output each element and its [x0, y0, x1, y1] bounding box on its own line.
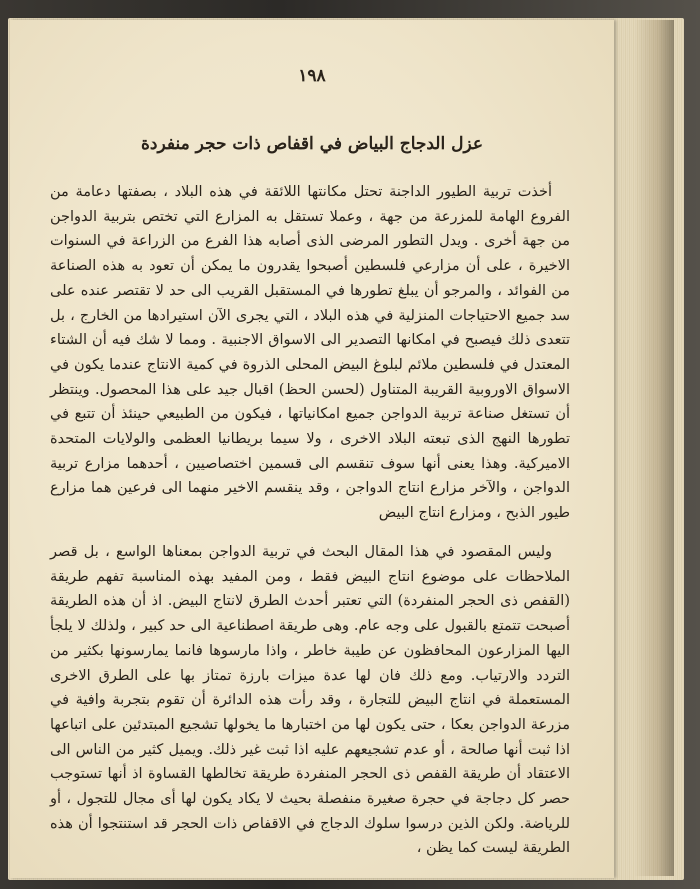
body-paragraph-2: وليس المقصود في هذا المقال البحث في تربية الدواجن بمعناها الواسع ، بل قصر الملاحظات على موضوع انتاج البيض فقط ، ومن المفيد بهذه المناسبة تفهم طريقة (القفص ذى الحجر المنفردة) التي تعتبر أحدث الطرق لانتاج البيض. اذ أن هذه الطريقة أصبحت تتمتع بالقبول على وجه عام. وهى طريقة اصطناعية الى حد كبير ، ولذلك لا يلجأ اليها المزارعون المحافظون عن طيبة خاطر ، واذا مارسوها فانما يمارسونها بكثير من التردد والارتياب. ومع ذلك فان لها عدة ميزات بارزة تمتاز بها على الطرق الاخرى المستعملة في انتاج البيض للتجارة ، وقد رأت هذه الدائرة أن تقوم بتجربة وافية في مزرعة الدواجن بعكا ، حتى يكون لها من اختبارها ما يخولها تشجيع المبتدئين على اتباعها اذا ثبت أنها صالحة ، أو عدم تشجيعهم عليه اذا ثبت غير ذلك. ويميل كثير من الناس الى الاعتقاد أن طريقة القفص ذى الحجر المنفردة طريقة تخالطها القساوة اذ أنها تستوجب حصر كل دجاجة في حجرة صغيرة منفصلة بحيث لا يكاد يكون لها أى مجال للتجول ، أو للرياضة. ولكن الذين درسوا سلوك الدجاج في الاقفاص ذات الحجر قد استنتجوا أن هذه الطريقة ليست كما يظن ،	[50, 544, 570, 857]
book-page	[10, 20, 614, 878]
page-number: ١٩٨	[298, 66, 326, 86]
body-paragraph-1: أخذت تربية الطيور الداجنة تحتل مكانتها اللائقة في هذه البلاد ، بصفتها دعامة من الفروع الهامة للمزرعة من جهة ، وعملا تستقل به المزارع التي تختص بتربية الدواجن من جهة أخرى . ويدل التطور المرضى الذى أصابه هذا الفرع من الزراعة في السنوات الاخيرة ، على أن مزارعي فلسطين أصبحوا يقدرون ما يمكن أن تعود به هذه الصناعة من الفوائد ، والمرجو أن يبلغ تطورها في المستقبل القريب الى حد لا تقتصر عنده على سد جميع الاحتياجات المنزلية في هذه البلاد ، التي يجرى الآن استيرادها من الخارج ، بل تتعدى ذلك فيصبح في امكانها التصدير الى الاسواق الاجنبية . ومما لا شك فيه أن الشتاء المعتدل في فلسطين ملائم لبلوغ البيض المحلى الذروة في كمية الانتاج عندما يكون في الاسواق الاوروبية القريبة المتناول (لحسن الحظ) اقبال جيد على هذا المحصول. وينتظر أن تستغل صناعة تربية الدواجن جميع امكانياتها ، فيكون من الطبيعي حينئذ أن تتبع في تطورها النهج الذى تبعته البلاد الاخرى ، ولا سيما بريطانيا العظمى والولايات المتحدة الاميركية. وهذا يعنى أنها سوف تنقسم الى قسمين اختصاصيين ، أحدهما مزارع تربية الدواجن ، والآخر مزارع انتاج الدواجن ، وقد ينقسم الاخير منهما الى فرعين هما مزارع طيور الذبح ، ومزارع انتاج البيض	[50, 184, 570, 522]
book-spine-shadow	[634, 20, 674, 876]
article-title: عزل الدجاج البياض في اقفاص ذات حجر منفردة	[140, 134, 484, 154]
